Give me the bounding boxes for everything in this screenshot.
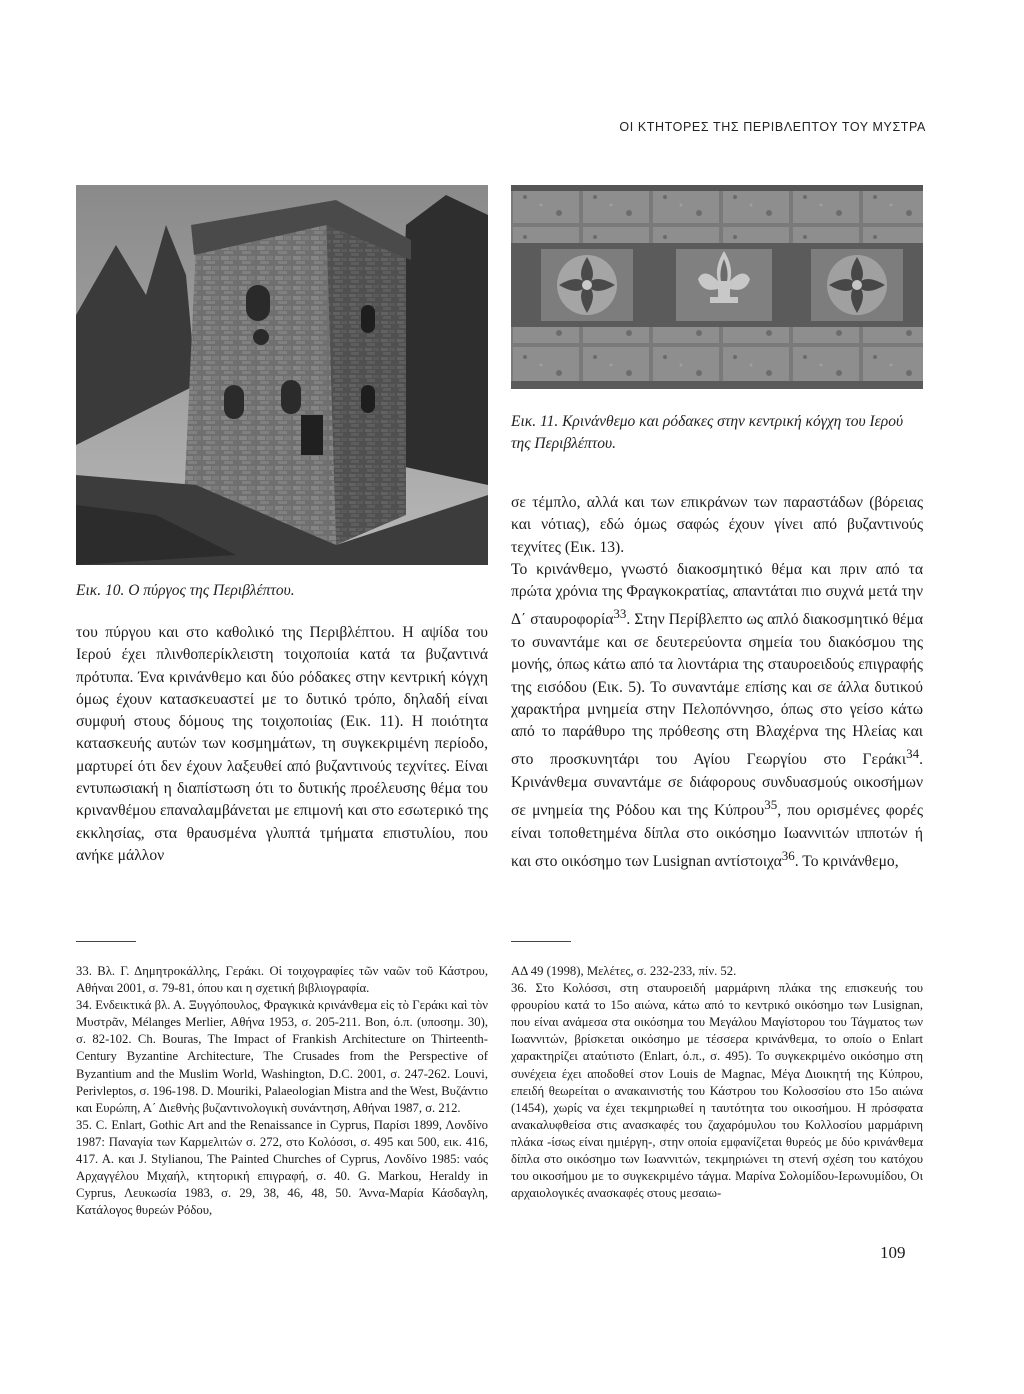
body-paragraph: σε τέμπλο, αλλά και των επικράνων των παραστάδων (βόρειας και νότιας), εδώ όμως σαφώς έχουν γίνει από βυζαντινούς τεχνίτες (Εικ. 13).	[511, 494, 923, 556]
footnotes-left	[76, 963, 488, 1219]
body-paragraph: του πύργου και στο καθολικό της Περιβλέπτου. Η αψίδα του Ιερού έχει πλινθοπερίκλειστη τοιχοποιία κατά τα βυζαντινά πρότυπα. Ένα κρινάνθεμο και δύο ρόδακες στην κεντρική κόγχη όμως έχουν κατασκευαστεί με το δυτικό τρόπο, δηλαδή είναι συμφυή στους δόμους της τοιχοποιίας (Εικ. 11). Η ποιότητα κατασκευής αυτών των κοσμημάτων, τη συγκεκριμένη περίοδο, μαρτυρεί ότι δεν έχουν λαξευθεί από βυζαντινούς τεχνίτες. Είναι εντυπωσιακή η διαπίστωση ότι το δυτικής προέλευσης θέμα του κρινανθέμου επαναλαμβάνεται με επιμονή και στο εσωτερικό της εκκλησίας, στα θραυσμένα γλυπτά τμήματα επιστυλίου, που ανήκε μάλλον	[76, 624, 488, 864]
footnote-34: 34. Ενδεικτικά βλ. Α. Ξυγγόπουλος, Φραγκικὰ κρινάνθεμα εἰς τὸ Γεράκι καὶ τὸν Μυστρᾶν, Mélanges Merlier, Αθήνα 1953, σ. 205-211. Bon, ό.π. (υποσημ. 30), σ. 82-102. Ch. Bouras, The Impact of Frankish Architecture on Thirteenth-Century Byzantine Architecture, The Crusades from the Perspective of Byzantium and the Muslim World, Washington, D.C. 2001, σ. 247-262. Louvi, Perivleptos, σ. 196-198. D. Mouriki, Palaeologian Mistra and the West, Βυζάντιο και Ευρώπη, Α΄ Διεθνὴς βυζαντινολογικὴ συνάντηση, Αθήναι 1987, σ. 212.	[76, 998, 488, 1115]
footnote-35: 35. C. Enlart, Gothic Art and the Renaissance in Cyprus, Παρίσι 1899, Λονδίνο 1987: Παναγία των Καρμελιτών σ. 272, στο Κολόσσι, σ. 495 και 500, εικ. 416, 417. Α. και J. Stylianou, The Painted Churches of Cyprus, Λονδίνο 1985: ναός Αρχαγγέλου Μιχαήλ, κτητορική επιγραφή, σ. 40. G. Markou, Heraldy in Cyprus, Λευκωσία 1983, σ. 29, 38, 46, 48, 50. Άννα-Μαρία Κάσδαγλη, Κατάλογος θυρεών Ρόδου,	[76, 1117, 488, 1218]
footnote-33: 33. Βλ. Γ. Δημητροκάλλης, Γεράκι. Οἱ τοιχογραφίες τῶν ναῶν τοῦ Κάστρου, Αθήναι 2001, σ. 79-81, όπου και η σχετική βιβλιογραφία.	[76, 964, 488, 996]
figure-10-caption: Εικ. 10. Ο πύργος της Περιβλέπτου.	[76, 582, 295, 599]
footnote-35-continued: ΑΔ 49 (1998), Μελέτες, σ. 232-233, πίν. 52.	[511, 964, 737, 978]
figure-11-caption: Εικ. 11. Κρινάνθεμο και ρόδακες στην κεντρική κόγχη του Ιερού της Περιβλέπτου.	[511, 413, 904, 452]
footnote-ref-35[interactable]: 35	[764, 797, 778, 813]
tower-photograph	[76, 185, 488, 565]
text-run: . Το κρινάνθεμο,	[794, 853, 899, 871]
text-run: , που ορισμένες φορές είναι τοποθετημένα δίπλα στο οικόσημο Ιωαννιτών ιπποτών ή και στο οικόσημο των Lusignan αντίστοιχα	[511, 802, 923, 871]
relief-photograph	[511, 185, 923, 389]
body-paragraph	[511, 559, 923, 874]
footnote-rule	[511, 941, 571, 942]
footnotes-right	[511, 963, 923, 1202]
footnote-rule	[76, 941, 136, 942]
running-header: ΟΙ ΚΤΗΤΟΡΕΣ ΤΗΣ ΠΕΡΙΒΛΕΠΤΟΥ ΤΟΥ ΜΥΣΤΡΑ	[619, 120, 926, 134]
body-column-right	[511, 492, 923, 874]
text-run: . Στην Περίβλεπτο ως απλό διακοσμητικό θέμα το συναντάμε και σε δευτερεύοντα σημεία του διακόσμου της μονής, όπως κάτω από τα λιοντάρια της σταυροειδούς επιγραφής της εισόδου (Εικ. 5). Το συναντάμε επίσης και σε άλλα δυτικού χαρακτήρα μνημεία στην Πελοπόννησο, όπως στο γείσο κάτω από το παράθυρο της πρόθεσης στη Βλαχέρνα της Ηλείας και στο προσκυνητάρι του Αγίου Γεωργίου στο Γεράκι	[511, 611, 923, 769]
footnote-ref-34[interactable]: 34	[906, 746, 920, 762]
body-column-left	[76, 622, 488, 867]
footnote-ref-36[interactable]: 36	[781, 848, 795, 864]
footnote-ref-33[interactable]: 33	[613, 606, 627, 622]
text-run: . Κρινάνθεμα συναντάμε σε διάφορους συνδυασμούς οικοσήμων σε μνημεία της Ρόδου και της Κύπρου	[511, 751, 923, 820]
footnote-36: 36. Στο Κολόσσι, στη σταυροειδή μαρμάρινη πλάκα της επισκευής του φρουρίου κατά το 15ο αιώνα, κάτω από το κεντρικό οικόσημο των Lusignan, που είναι ανάμεσα στα οικόσημα του Μεγάλου Μαγίστορου του Τάγματος των Ιωαννιτών, βρίσκεται οικόσημο με τέσσερα κρινάνθεμα, το οποίο ο Enlart χαρακτηρίζει αταύτιστο (Enlart, ό.π., σ. 495). Το συγκεκριμένο οικόσημο στη συνέχεια έχει αποδοθεί στον Louis de Magnac, Μέγα Διοικητή της Κύπρου, επειδή θεωρείται ο ανακαινιστής του Κάστρου του Κολοσσίου στο 15ο αιώνα (1454), χωρίς να έχει τεκμηριωθεί η ταυτότητα του οικοσήμου. Η πρόσφατα ανακαλυφθείσα στις ανασκαφές του ζαχαρόμυλου του Κολλοσίου μαρμάρινη πλάκα -ίσως είναι ημιέργη-, στην οποία εμφανίζεται θυρεός με δύο κρινάνθεμα δίπλα στο οικόσημο των Ιωαννιτών, τεκμηριώνει τη στενή σχέση του κατόχου του οικοσήμου με το συγκεκριμένο τάγμα. Μαρίνα Σολομίδου-Ιερωνυμίδου, Οι αρχαιολογικές ανασκαφές στους μεσαιω-	[511, 981, 923, 1201]
page-number: 109	[880, 1243, 906, 1262]
text-run: Το κρινάνθεμο, γνωστό διακοσμητικό θέμα και πριν από τα πρώτα χρόνια της Φραγκοκρατίας, απαντάται πιο συχνά μετά την Δ΄ σταυροφορία	[511, 560, 923, 629]
